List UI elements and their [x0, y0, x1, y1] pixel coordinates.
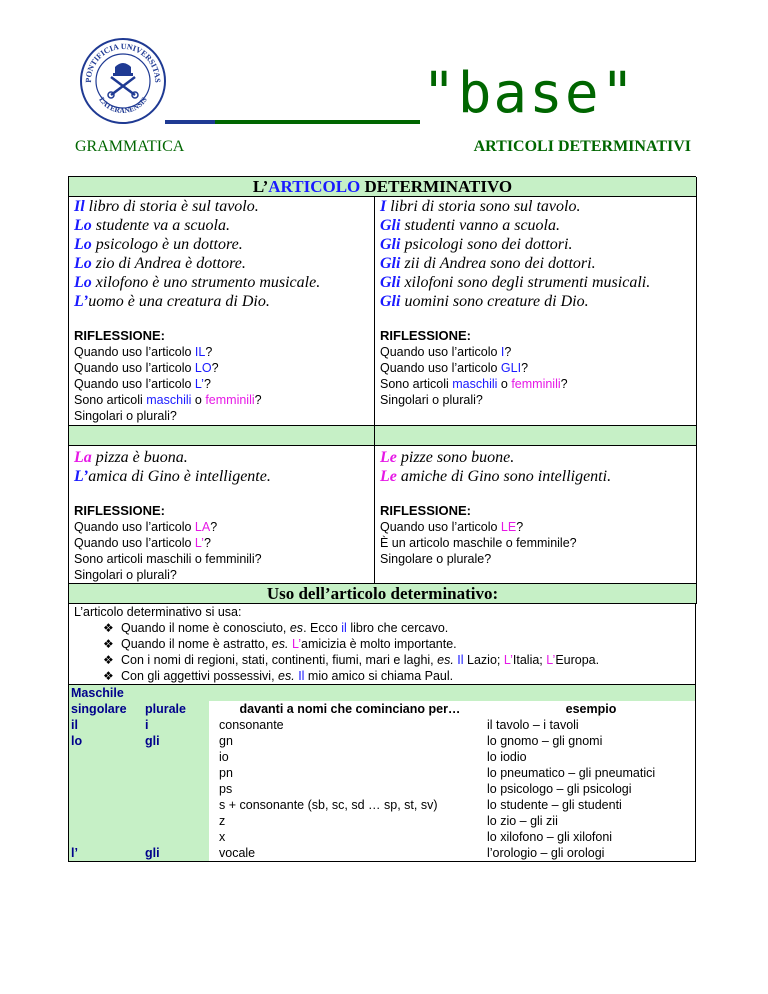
cell-davanti: io: [219, 750, 229, 764]
svg-text:PONTIFICIA UNIVERSITAS: PONTIFICIA UNIVERSITAS: [83, 41, 163, 83]
cell-plurale: [135, 765, 209, 781]
feminine-singular-column: [69, 446, 375, 584]
cell-davanti: gn: [219, 734, 233, 748]
cell-singolare: [69, 749, 135, 765]
cell-esempio: lo studente – gli studenti: [487, 798, 622, 812]
plural-column: [375, 197, 697, 426]
cell-plurale: [135, 797, 209, 813]
cell-singolare: [69, 829, 135, 845]
cell-singolare: lo: [69, 733, 135, 749]
cell-singolare: [69, 797, 135, 813]
example-line: Lo zio di Andrea è dottore.: [74, 255, 246, 272]
masculine-table: [68, 685, 696, 862]
reflection-block: RIFLESSIONE: Quando uso l’articolo IL? Quando uso l’articolo LO? Quando uso l’articolo L’? Sono articoli maschili o femminili? Singolari o plurali?: [74, 328, 262, 423]
separator-cell: [69, 426, 375, 446]
cell-plurale: gli: [135, 845, 209, 861]
cell-davanti: s + consonante (sb, sc, sd … sp, st, sv): [219, 798, 438, 812]
singular-column: [69, 197, 375, 426]
cell-singolare: [69, 781, 135, 797]
example-line: L’uomo è una creatura di Dio.: [74, 293, 270, 310]
usage-bullet: ❖ Con i nomi di regioni, stati, continenti, fiumi, mari e laghi, es. Il Lazio; L’Italia; L’Europa.: [103, 652, 690, 668]
cell-esempio: il tavolo – i tavoli: [487, 718, 579, 732]
title-underline: [165, 120, 420, 124]
cell-singolare: [69, 813, 135, 829]
cell-singolare: [69, 765, 135, 781]
cell-esempio: lo iodio: [487, 750, 527, 764]
example-line: Lo psicologo è un dottore.: [74, 236, 243, 253]
svg-text:LATERANENSIS: LATERANENSIS: [97, 95, 149, 116]
cell-plurale: [135, 829, 209, 845]
cell-davanti: pn: [219, 766, 233, 780]
cell-singolare: l’: [69, 845, 135, 861]
cell-esempio: lo zio – gli zii: [487, 814, 558, 828]
cell-davanti: x: [219, 830, 226, 844]
cell-esempio: lo gnomo – gli gnomi: [487, 734, 603, 748]
example-line: I libri di storia sono sul tavolo.: [380, 198, 581, 215]
example-line: La pizza è buona.: [74, 449, 188, 466]
example-line: Gli uomini sono creature di Dio.: [380, 293, 589, 310]
feminine-plural-column: [375, 446, 697, 584]
subject-label: GRAMMATICA: [75, 138, 185, 155]
masculine-heading: Maschile: [69, 685, 695, 701]
cell-plurale: [135, 813, 209, 829]
example-line: Lo xilofono è uno strumento musicale.: [74, 274, 321, 291]
cell-esempio: lo pneumatico – gli pneumatici: [487, 766, 656, 780]
col-header-singolare: singolare: [69, 701, 135, 717]
topic-label: ARTICOLI DETERMINATIVI: [473, 138, 691, 155]
cell-esempio: lo psicologo – gli psicologi: [487, 782, 632, 796]
usage-title: Uso dell’articolo determinativo:: [69, 584, 697, 604]
cell-davanti: vocale: [219, 846, 256, 860]
example-line: L’amica di Gino è intelligente.: [74, 468, 271, 485]
example-line: Gli zii di Andrea sono dei dottori.: [380, 255, 596, 272]
usage-bullet: ❖ Quando il nome è conosciuto, es. Ecco il libro che cercavo.: [103, 620, 690, 636]
example-line: Gli studenti vanno a scuola.: [380, 217, 560, 234]
cell-esempio: l’orologio – gli orologi: [487, 846, 605, 860]
cell-davanti: z: [219, 814, 226, 828]
cell-plurale: gli: [135, 733, 209, 749]
example-line: Le pizze sono buone.: [380, 449, 515, 466]
col-header-plurale: plurale: [135, 701, 209, 717]
cell-plurale: [135, 749, 209, 765]
example-line: Gli xilofoni sono degli strumenti musicali.: [380, 274, 651, 291]
col-header-davanti: davanti a nomi che cominciano per…: [239, 702, 461, 716]
page-title: "base": [422, 61, 637, 126]
university-seal-logo: [79, 37, 167, 125]
separator-cell: [375, 426, 697, 446]
example-line: Il libro di storia è sul tavolo.: [74, 198, 259, 215]
cell-davanti: ps: [219, 782, 233, 796]
cell-singolare: il: [69, 717, 135, 733]
example-line: Le amiche di Gino sono intelligenti.: [380, 468, 612, 485]
example-line: Lo studente va a scuola.: [74, 217, 230, 234]
cell-davanti: consonante: [219, 718, 284, 732]
grammar-table: [68, 176, 696, 862]
reflection-block: RIFLESSIONE: Quando uso l’articolo I? Quando uso l’articolo GLI? Sono articoli maschili o femminili? Singolari o plurali?: [380, 328, 568, 407]
cell-plurale: [135, 781, 209, 797]
usage-section: L’articolo determinativo si usa: ❖ Quando il nome è conosciuto, es. Ecco il libro che cercavo. ❖ Quando il nome è astratto, es. L’amicizia è molto importante. ❖ Con i nomi di regioni, stati, continenti, fiumi, mari e laghi, es. Il Lazio; L’Italia; L’Europa. ❖ Con gli aggettivi possessivi, es. Il mio amico si chiama Paul.: [68, 604, 696, 685]
reflection-block: RIFLESSIONE: Quando uso l’articolo LA? Quando uso l’articolo L’? Sono articoli maschili o femminili? Singolari o plurali?: [74, 503, 262, 582]
usage-bullet: ❖ Con gli aggettivi possessivi, es. Il mio amico si chiama Paul.: [103, 668, 690, 684]
cell-esempio: lo xilofono – gli xilofoni: [487, 830, 613, 844]
example-line: Gli psicologi sono dei dottori.: [380, 236, 573, 253]
usage-bullet: ❖ Quando il nome è astratto, es. L’amicizia è molto importante.: [103, 636, 690, 652]
section-title: L’ARTICOLO DETERMINATIVO: [69, 177, 697, 197]
col-header-esempio: esempio: [565, 702, 617, 716]
reflection-block: RIFLESSIONE: Quando uso l’articolo LE? È un articolo maschile o femminile? Singolare o plurale?: [380, 503, 577, 566]
cell-plurale: i: [135, 717, 209, 733]
